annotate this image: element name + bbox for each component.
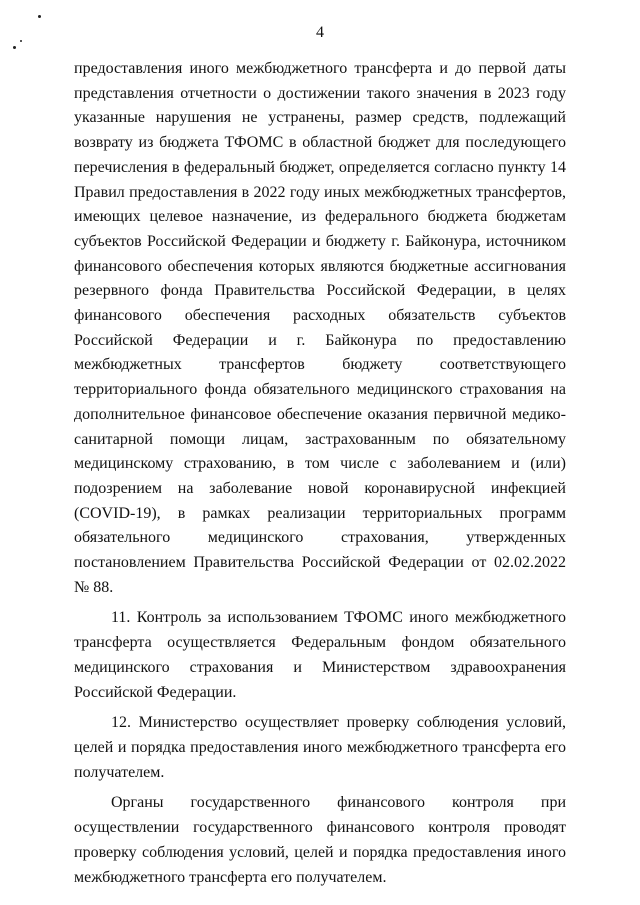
scan-speck [38, 15, 41, 18]
paragraph-item-12: 12. Министерство осуществляет проверку соблюдения условий, целей и порядка предоставления иного межбюджетного трансферта его получателем. [74, 714, 566, 781]
paragraph-continuation: предоставления иного межбюджетного трансферта и до первой даты представления отчетности о достижении такого значения в 2023 году указанные нарушения не устранены, размер средств, подлежащий возврату из бюджета ТФОМС в областной бюджет для последующего перечисления в федеральный бюджет, определяется согласно пункту 14 Правил предоставления в 2022 году иных межбюджетных трансфертов, имеющих целевое назначение, из федерального бюджета бюджетам субъектов Российской Федерации и бюджету г. Байконура, источником финансового обеспечения которых являются бюджетные ассигнования резервного фонда Правительства Российской Федерации, в целях финансового обеспечения расходных обязательств субъектов Российской Федерации и г. Байконура по предоставлению межбюджетных трансфертов бюджету соответствующего территориального фонда обязательного медицинского страхования на дополнительное финансовое обеспечение оказания первичной медико-санитарной помощи лицам, застрахованным по обязательному медицинскому страхованию, в том числе с заболеванием и (или) подозрением на заболевание новой коронавирусной инфекцией (COVID-19), в рамках реализации территориальных программ обязательного медицинского страхования, утвержденных постановлением Правительства Российской Федерации от 02.02.2022 № 88. [74, 60, 566, 596]
page-number: 4 [316, 24, 324, 41]
paragraph-financial-control: Органы государственного финансового контроля при осуществлении государственного финансового контроля проводят проверку соблюдения условий, целей и порядка предоставления иного межбюджетного трансферта его получателем. [74, 794, 566, 886]
scan-speck [13, 46, 16, 49]
paragraph-item-11: 11. Контроль за использованием ТФОМС иного межбюджетного трансферта осуществляется Федеральным фондом обязательного медицинского страхования и Министерством здравоохранения Российской Федерации. [74, 609, 566, 701]
document-body [74, 57, 566, 890]
